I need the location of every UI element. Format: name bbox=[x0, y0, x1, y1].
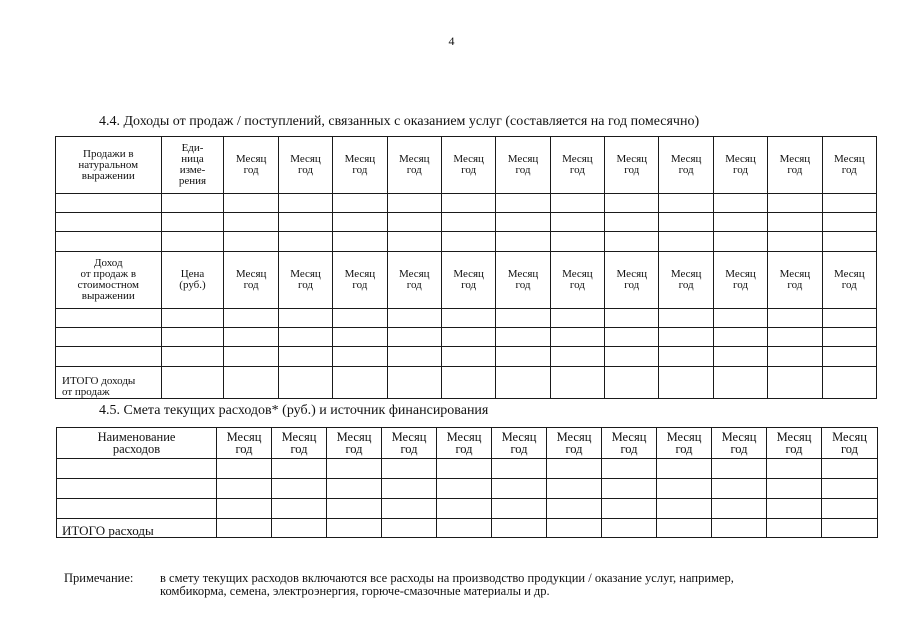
footnote-label: Примечание: bbox=[64, 571, 134, 585]
month-year-header: Месяц год bbox=[224, 137, 278, 194]
unit-label: Еди- ница изме- рения bbox=[161, 137, 224, 194]
month-year-header: Месяц год bbox=[605, 137, 659, 194]
month-year-header: Месяц год bbox=[602, 428, 657, 459]
month-year-header: Месяц год bbox=[822, 428, 878, 459]
month-year-header: Месяц год bbox=[768, 137, 822, 194]
expense-table bbox=[56, 427, 878, 538]
table-row bbox=[56, 309, 877, 328]
expense-header-row bbox=[57, 428, 878, 459]
table-row bbox=[56, 347, 877, 367]
month-year-header: Месяц год bbox=[278, 252, 332, 309]
table-row bbox=[57, 459, 878, 479]
section-4-5-title: 4.5. Смета текущих расходов* (руб.) и источник финансирования bbox=[99, 403, 489, 418]
month-year-header: Месяц год bbox=[659, 137, 713, 194]
price-label: Цена (руб.) bbox=[161, 252, 224, 309]
month-year-header: Месяц год bbox=[387, 252, 441, 309]
month-year-header: Месяц год bbox=[272, 428, 327, 459]
income-total-row bbox=[56, 367, 877, 399]
footnote-line: в смету текущих расходов включаются все расходы на производство продукции / оказание услуг, например, bbox=[160, 571, 734, 585]
month-year-header: Месяц год bbox=[659, 252, 713, 309]
footnote-line: комбикорма, семена, электроэнергия, горюче-смазочные материалы и др. bbox=[160, 584, 550, 598]
month-year-header: Месяц год bbox=[224, 252, 278, 309]
month-year-header: Месяц год bbox=[496, 252, 550, 309]
month-year-header: Месяц год bbox=[382, 428, 437, 459]
month-year-header: Месяц год bbox=[547, 428, 602, 459]
expense-total-label: ИТОГО расходы bbox=[57, 519, 217, 538]
month-year-header: Месяц год bbox=[387, 137, 441, 194]
table-row bbox=[56, 328, 877, 347]
footnote-text bbox=[160, 572, 734, 598]
month-year-header: Месяц год bbox=[605, 252, 659, 309]
page-number: 4 bbox=[448, 34, 455, 48]
month-year-header: Месяц год bbox=[550, 137, 604, 194]
month-year-header: Месяц год bbox=[441, 137, 495, 194]
month-year-header: Месяц год bbox=[713, 252, 767, 309]
income-header-row bbox=[56, 252, 877, 309]
table-row bbox=[56, 194, 877, 213]
expense-total-row bbox=[57, 519, 878, 538]
month-year-header: Месяц год bbox=[278, 137, 332, 194]
month-year-header: Месяц год bbox=[768, 252, 822, 309]
table-row bbox=[56, 213, 877, 232]
section-4-4-title: 4.4. Доходы от продаж / поступлений, связанных с оказанием услуг (составляется на год помесячно) bbox=[99, 114, 700, 129]
income-label: Доход от продаж в стоимостном выражении bbox=[56, 252, 162, 309]
month-year-header: Месяц год bbox=[492, 428, 547, 459]
month-year-header: Месяц год bbox=[822, 252, 876, 309]
month-year-header: Месяц год bbox=[217, 428, 272, 459]
income-total-label: ИТОГО доходы от продаж bbox=[56, 367, 162, 399]
table-row bbox=[56, 232, 877, 252]
month-year-header: Месяц год bbox=[496, 137, 550, 194]
expense-name-header: Наименование расходов bbox=[57, 428, 217, 459]
month-year-header: Месяц год bbox=[327, 428, 382, 459]
table-row bbox=[57, 479, 878, 499]
table-row bbox=[57, 499, 878, 519]
month-year-header: Месяц год bbox=[333, 137, 387, 194]
month-year-header: Месяц год bbox=[712, 428, 767, 459]
income-table bbox=[55, 136, 877, 399]
month-year-header: Месяц год bbox=[550, 252, 604, 309]
month-year-header: Месяц год bbox=[437, 428, 492, 459]
sales-label: Продажи в натуральном выражении bbox=[56, 137, 162, 194]
month-year-header: Месяц год bbox=[822, 137, 876, 194]
month-year-header: Месяц год bbox=[657, 428, 712, 459]
month-year-header: Месяц год bbox=[441, 252, 495, 309]
month-year-header: Месяц год bbox=[767, 428, 822, 459]
month-year-header: Месяц год bbox=[713, 137, 767, 194]
month-year-header: Месяц год bbox=[333, 252, 387, 309]
sales-header-row bbox=[56, 137, 877, 194]
